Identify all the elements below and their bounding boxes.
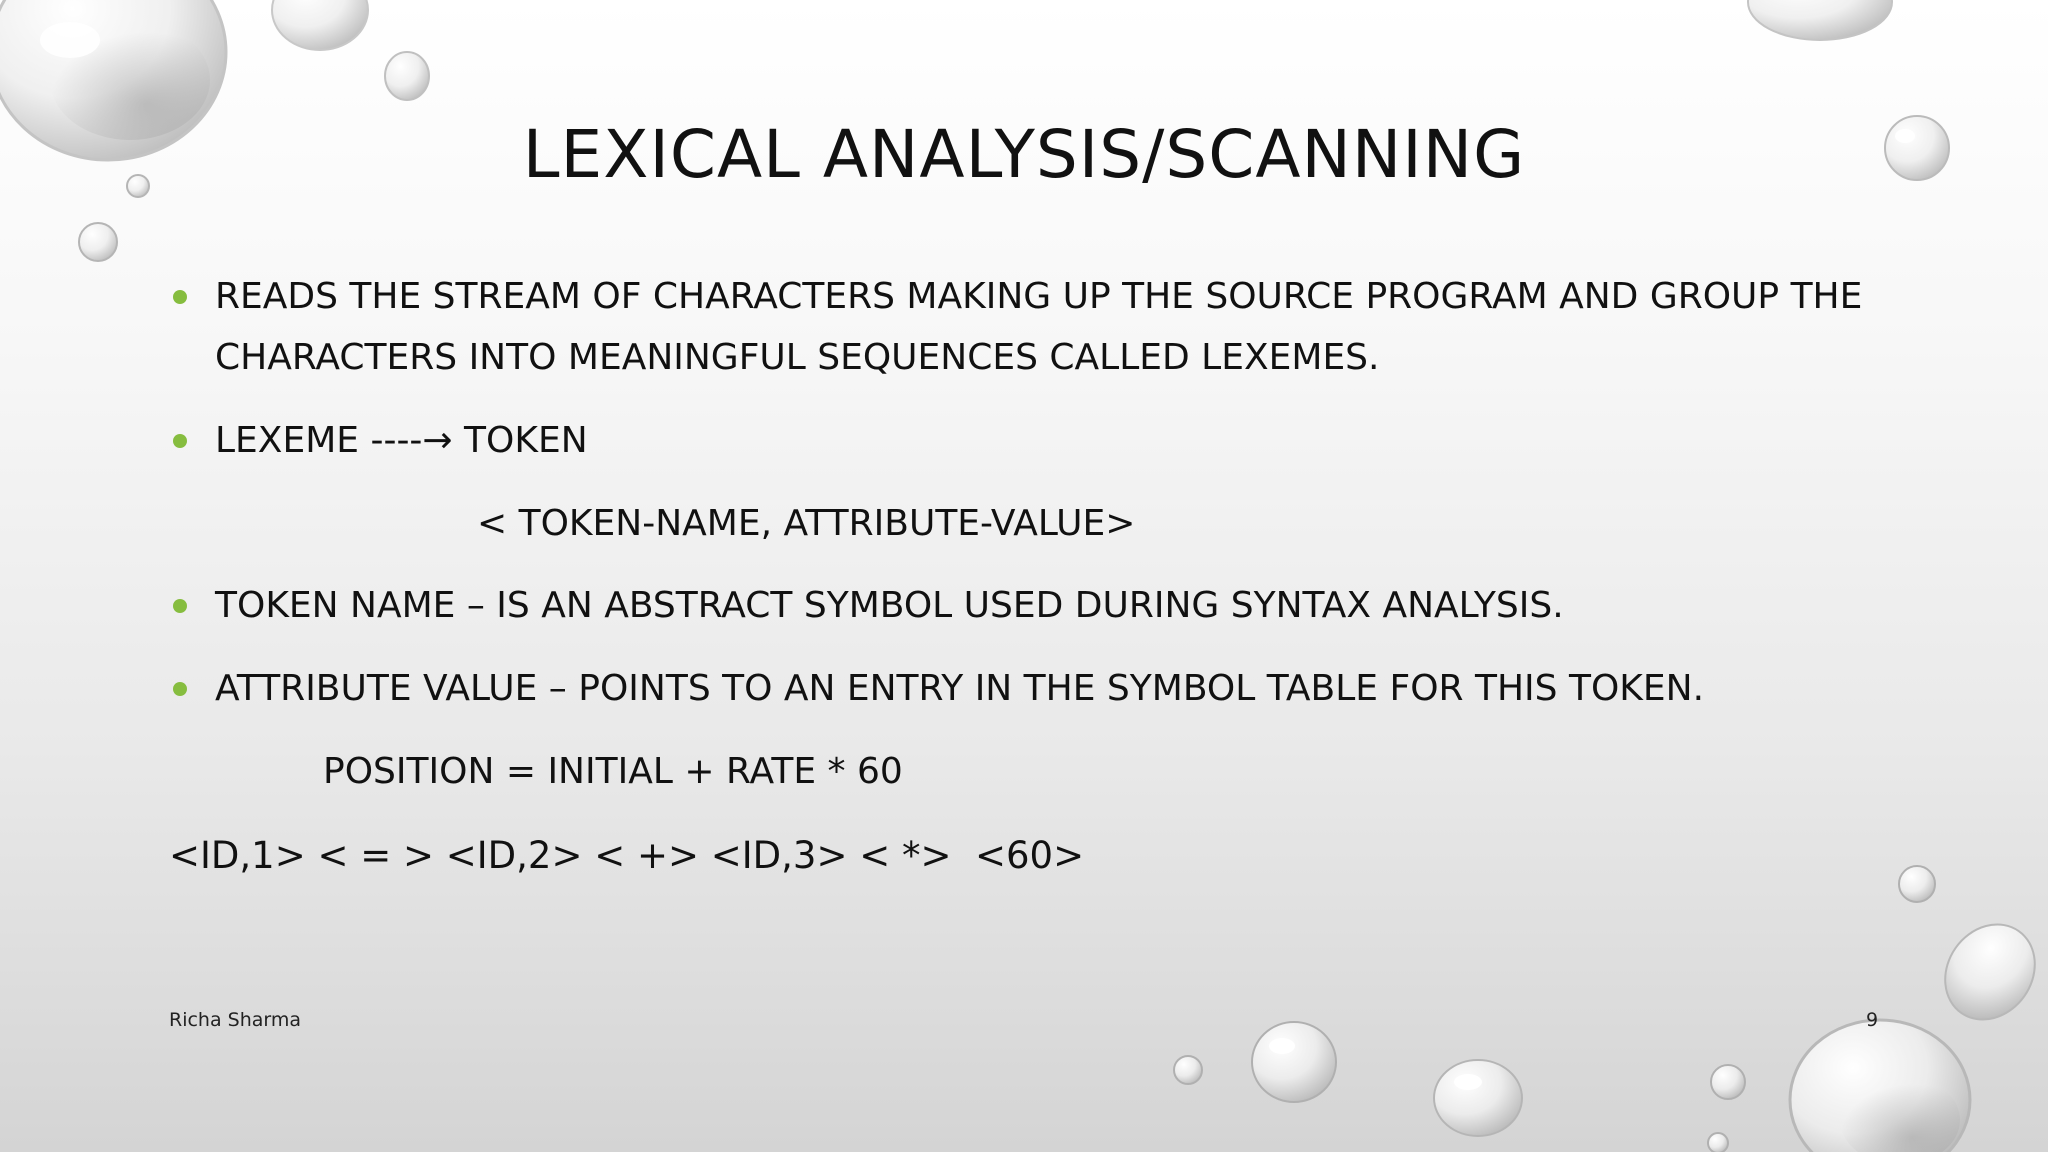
droplet [1748, 0, 1892, 40]
bullet-marker [173, 682, 187, 696]
bullet-marker [173, 434, 187, 448]
token-stream: <ID,1> < = > <ID,2> < +> <ID,3> < *> <60> [169, 834, 1085, 877]
droplet [1711, 1065, 1745, 1099]
bullet-4-text: ATTRIBUTE VALUE – POINTS TO AN ENTRY IN THE SYMBOL TABLE FOR THIS TOKEN. [215, 668, 1705, 709]
slide-number: 9 [1866, 1009, 1879, 1031]
token-format-line: < TOKEN-NAME, ATTRIBUTE-VALUE> [477, 503, 1136, 544]
bullet-2-text: LEXEME ----→ TOKEN [215, 420, 588, 461]
droplet [1790, 1020, 1970, 1152]
bullet-1-line-2: CHARACTERS INTO MEANINGFUL SEQUENCES CALLED LEXEMES. [215, 337, 1380, 378]
footer-author: Richa Sharma [169, 1009, 302, 1031]
droplet [1174, 1056, 1202, 1084]
droplet [1434, 1060, 1522, 1136]
droplet [1927, 907, 2048, 1037]
bullet-3-text: TOKEN NAME – IS AN ABSTRACT SYMBOL USED DURING SYNTAX ANALYSIS. [215, 585, 1564, 626]
slide-title: LEXICAL ANALYSIS/SCANNING [522, 116, 1526, 193]
droplet [1708, 1133, 1728, 1152]
droplet [385, 52, 429, 100]
bullet-1-line-1: READS THE STREAM OF CHARACTERS MAKING UP THE SOURCE PROGRAM AND GROUP THE [215, 276, 1863, 317]
bullet-marker [173, 290, 187, 304]
droplet [79, 223, 117, 261]
droplet [1899, 866, 1935, 902]
droplet [272, 0, 368, 50]
example-expression: POSITION = INITIAL + RATE * 60 [323, 751, 903, 792]
bullet-marker [173, 599, 187, 613]
droplet [1252, 1022, 1336, 1102]
